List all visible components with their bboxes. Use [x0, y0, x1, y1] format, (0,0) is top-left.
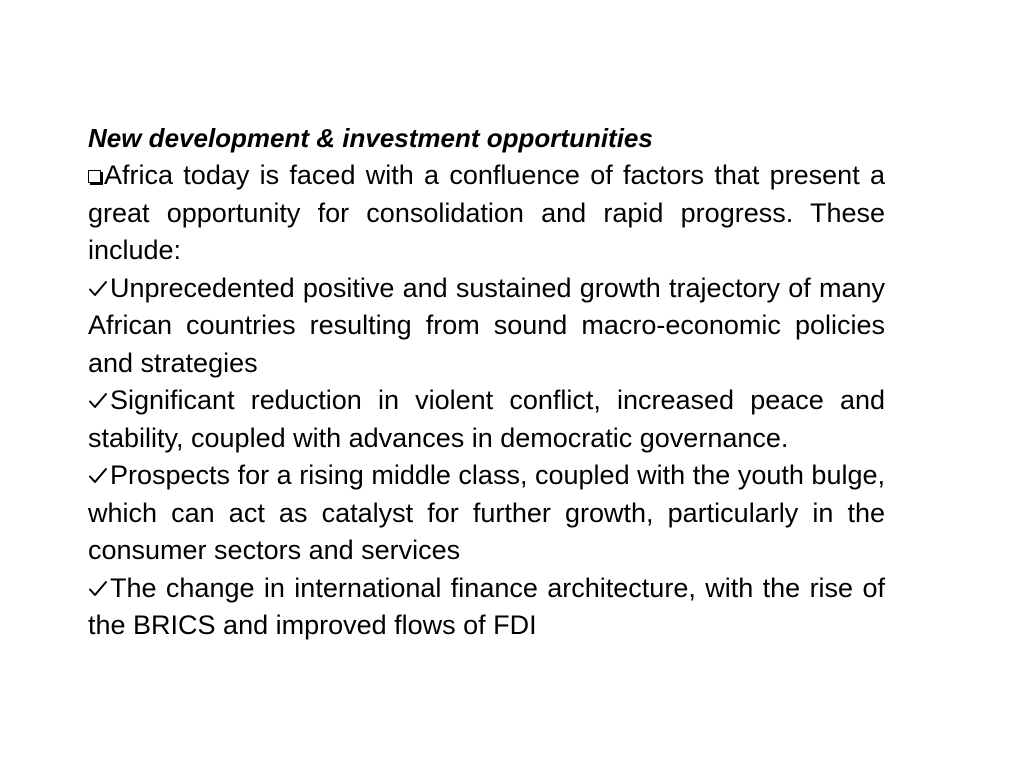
list-item — [88, 570, 885, 645]
list-item-text: The change in international finance architecture, with the rise of the BRICS and improved flows of FDI — [88, 572, 885, 640]
list-item-text: Unprecedented positive and sustained growth trajectory of many African countries resulting from sound macro-economic policies and strategies — [88, 272, 885, 378]
list-item — [88, 270, 885, 383]
checkmark-icon — [88, 467, 108, 485]
list-item-text: Prospects for a rising middle class, coupled with the youth bulge, which can act as catalyst for further growth, particularly in the consumer sectors and services — [88, 460, 885, 565]
checkmark-icon — [88, 580, 108, 598]
intro-paragraph — [88, 157, 885, 270]
square-bullet-icon — [88, 170, 101, 183]
checkmark-icon — [88, 392, 108, 410]
list-item — [88, 457, 885, 570]
slide-content — [88, 119, 885, 645]
list-item-text: Significant reduction in violent conflict, increased peace and stability, coupled with advances in democratic governance. — [88, 385, 885, 453]
intro-text: Africa today is faced with a confluence of factors that present a great opportunity for consolidation and rapid progress. These include: — [88, 160, 885, 265]
list-item — [88, 382, 885, 457]
checkmark-icon — [88, 280, 108, 298]
slide-heading: New development & investment opportunities — [88, 123, 653, 153]
